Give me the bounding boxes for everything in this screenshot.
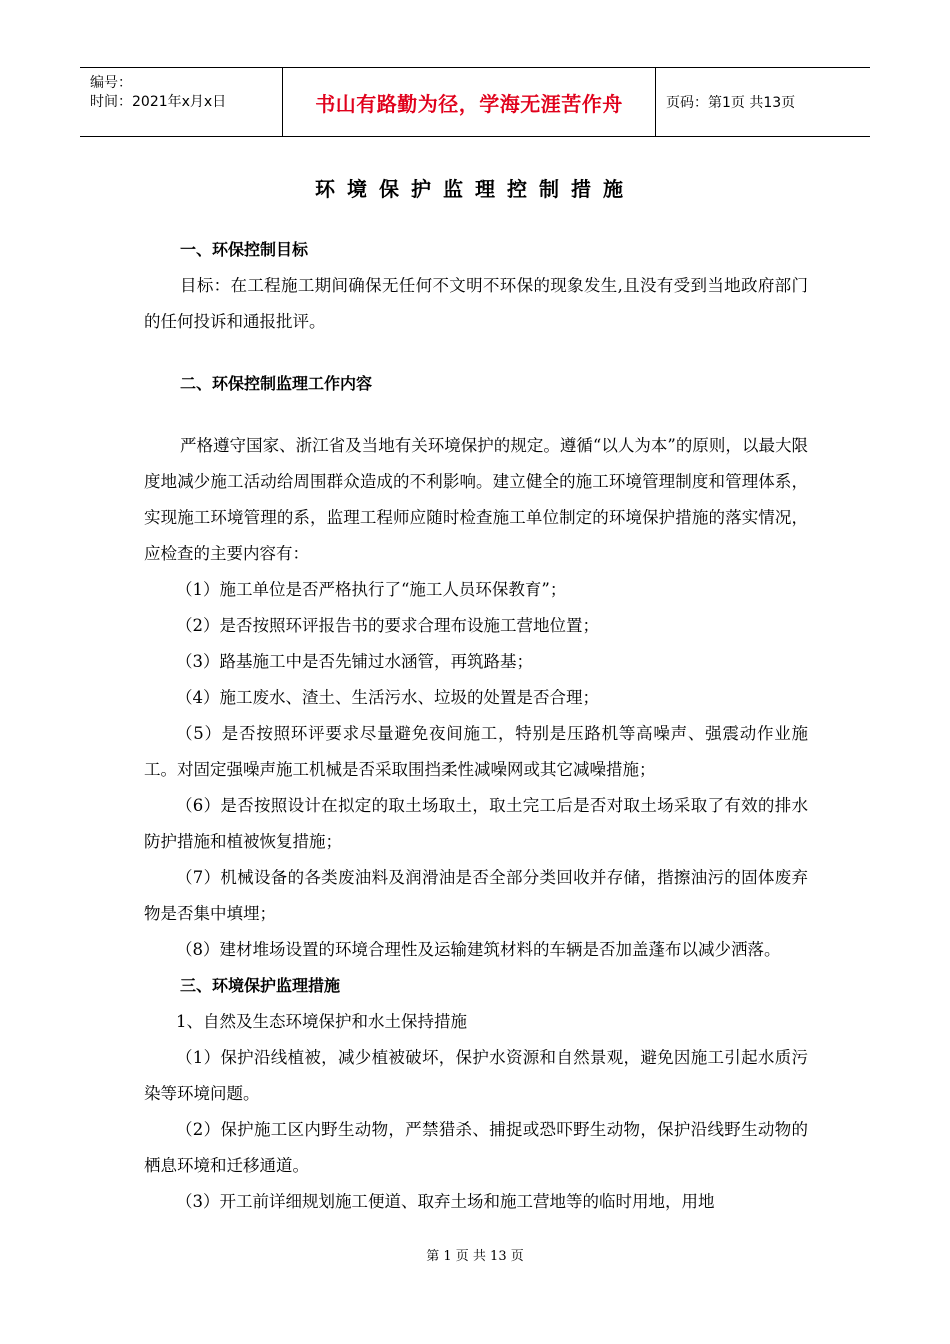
list-item: （6）是否按照设计在拟定的取土场取土，取土完工后是否对取土场采取了有效的排水防护措施和植被恢复措施； — [144, 796, 808, 851]
document-number-label: 编号： — [90, 75, 132, 91]
document-title: 环境保护监理控制措施 — [315, 177, 635, 201]
document-body — [144, 232, 808, 1220]
list-item: （3）开工前详细规划施工便道、取弃土场和施工营地等的临时用地，用地 — [176, 1192, 715, 1211]
list-item: （5）是否按照环评要求尽量避免夜间施工，特别是压路机等高噪声、强震动作业施工。对固定强噪声施工机械是否采取围挡柔性减噪网或其它减噪措施； — [144, 724, 808, 779]
list-item: （1）保护沿线植被，减少植被破坏，保护水资源和自然景观，避免因施工引起水质污染等环境问题。 — [144, 1048, 808, 1103]
list-item: （2）保护施工区内野生动物，严禁猎杀、捕捉或恐吓野生动物，保护沿线野生动物的栖息环境和迁移通道。 — [144, 1120, 808, 1175]
list-item: （7）机械设备的各类废油料及润滑油是否全部分类回收并存储，揩擦油污的固体废弃物是否集中填埋； — [144, 868, 808, 923]
list-item: （3）路基施工中是否先铺过水涵管，再筑路基； — [176, 652, 533, 671]
list-item: （1）施工单位是否严格执行了“施工人员环保教育”； — [176, 580, 567, 599]
list-item: （2）是否按照环评报告书的要求合理布设施工营地位置； — [176, 616, 599, 635]
document-time-label: 时间：2021年x月x日 — [90, 94, 227, 110]
section-heading-2: 二、环保控制监理工作内容 — [180, 374, 373, 393]
header-motto: 书山有路勤为径，学海无涯苦作舟 — [282, 68, 656, 136]
page-footer: 第 1 页 共 13 页 — [426, 1249, 524, 1264]
list-item: （8）建材堆场设置的环境合理性及运输建筑材料的车辆是否加盖蓬布以减少洒落。 — [176, 940, 781, 959]
section-2-intro: 严格遵守国家、浙江省及当地有关环境保护的规定。遵循“以人为本”的原则，以最大限度地减少施工活动给周围群众造成的不利影响。建立健全的施工环境管理制度和管理体系，实现施工环境管理的系，监理工程师应随时检查施工单位制定的环境保护措施的落实情况，应检查的主要内容有： — [144, 436, 808, 563]
list-item: （4）施工废水、渣土、生活污水、垃圾的处置是否合理； — [176, 688, 599, 707]
header-meta — [80, 68, 282, 136]
section-heading-3: 三、环境保护监理措施 — [180, 976, 341, 995]
section-1-text: 目标：在工程施工期间确保无任何不文明不环保的现象发生,且没有受到当地政府部门的任何投诉和通报批评。 — [144, 276, 808, 331]
page-header — [80, 67, 870, 137]
section-heading-1: 一、环保控制目标 — [180, 240, 309, 259]
subsection-heading: 1、自然及生态环境保护和水土保持措施 — [176, 1012, 467, 1031]
header-page-info: 页码：第1页 共13页 — [666, 95, 796, 111]
